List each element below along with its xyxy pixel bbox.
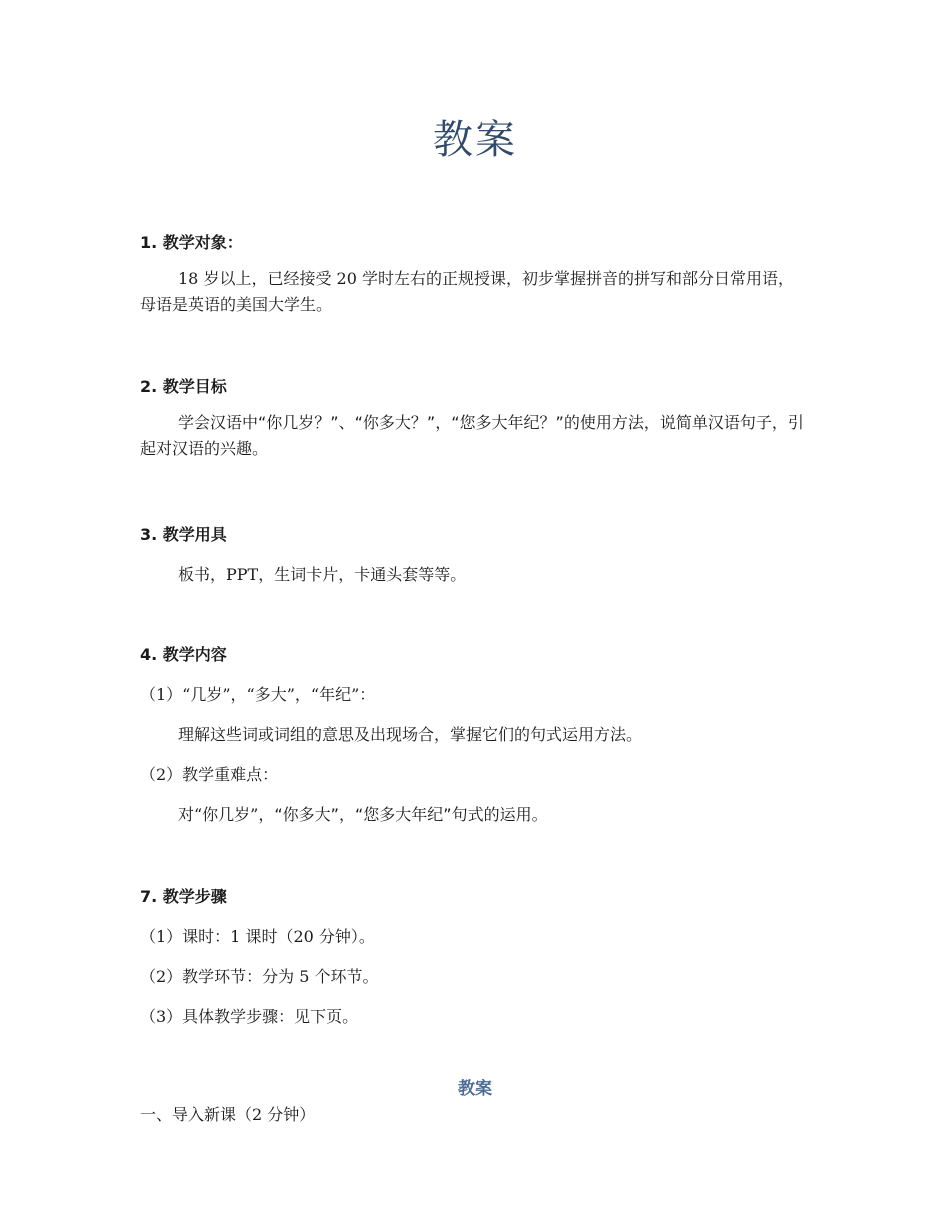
section-2-body-post: 的使用方法，说简单汉语句子，引起对汉语的兴趣。 (140, 413, 804, 458)
document-title: 教案 (433, 117, 517, 163)
section-7-heading: 7. 教学步骤 (140, 887, 227, 906)
section-4-heading: 4. 教学内容 (140, 645, 227, 664)
section-1-heading: 1. 教学对象： (140, 233, 243, 252)
section-7-step-1: （1）课时：1 课时（20 分钟）。 (140, 927, 375, 946)
intro-step-heading: 一、导入新课（2 分钟） (140, 1105, 316, 1124)
phrase-ni-duo-da: “你多大？” (354, 413, 436, 432)
separator: ， (338, 805, 355, 824)
section-2-body (140, 410, 805, 462)
phrase-nin-duo-da-nian-ji: “您多大年纪” (354, 805, 452, 824)
phrase-ni-ji-sui: “你几岁？” (258, 413, 339, 432)
section-4-item-2: （2）教学重难点： (140, 765, 279, 784)
section-3-heading: 3. 教学用具 (140, 525, 227, 544)
phrase-nin-duo-da-nian-ji: “您多大年纪？” (451, 413, 564, 432)
section-4-item-1: （1）“几岁”，“多大”，“年纪”： (140, 685, 376, 704)
lesson-plan-subtitle: 教案 (458, 1079, 492, 1099)
section-1-body: 18 岁以上，已经接受 20 学时左右的正规授课，初步掌握拼音的拼写和部分日常用语，母语是英语的美国大学生。 (140, 269, 794, 314)
section-4-item-2-body (178, 802, 548, 825)
section-4-item-1-body: 理解这些词或词组的意思及出现场合，掌握它们的句式运用方法。 (178, 725, 643, 744)
section-7-step-2: （2）教学环节：分为 5 个环节。 (140, 967, 379, 986)
section-2-body-pre: 学会汉语中 (178, 413, 259, 432)
section-7-step-3: （3）具体教学步骤：见下页。 (140, 1007, 359, 1026)
item-2-post: 句式的运用。 (451, 805, 548, 824)
separator: 、 (338, 413, 355, 432)
section-2-heading: 2. 教学目标 (140, 377, 227, 396)
phrase-ni-duo-da: “你多大” (274, 805, 339, 824)
separator: ， (435, 413, 452, 432)
item-2-pre: 对“你几岁”， (178, 805, 275, 824)
section-3-body: 板书，PPT，生词卡片，卡通头套等等。 (178, 565, 467, 584)
